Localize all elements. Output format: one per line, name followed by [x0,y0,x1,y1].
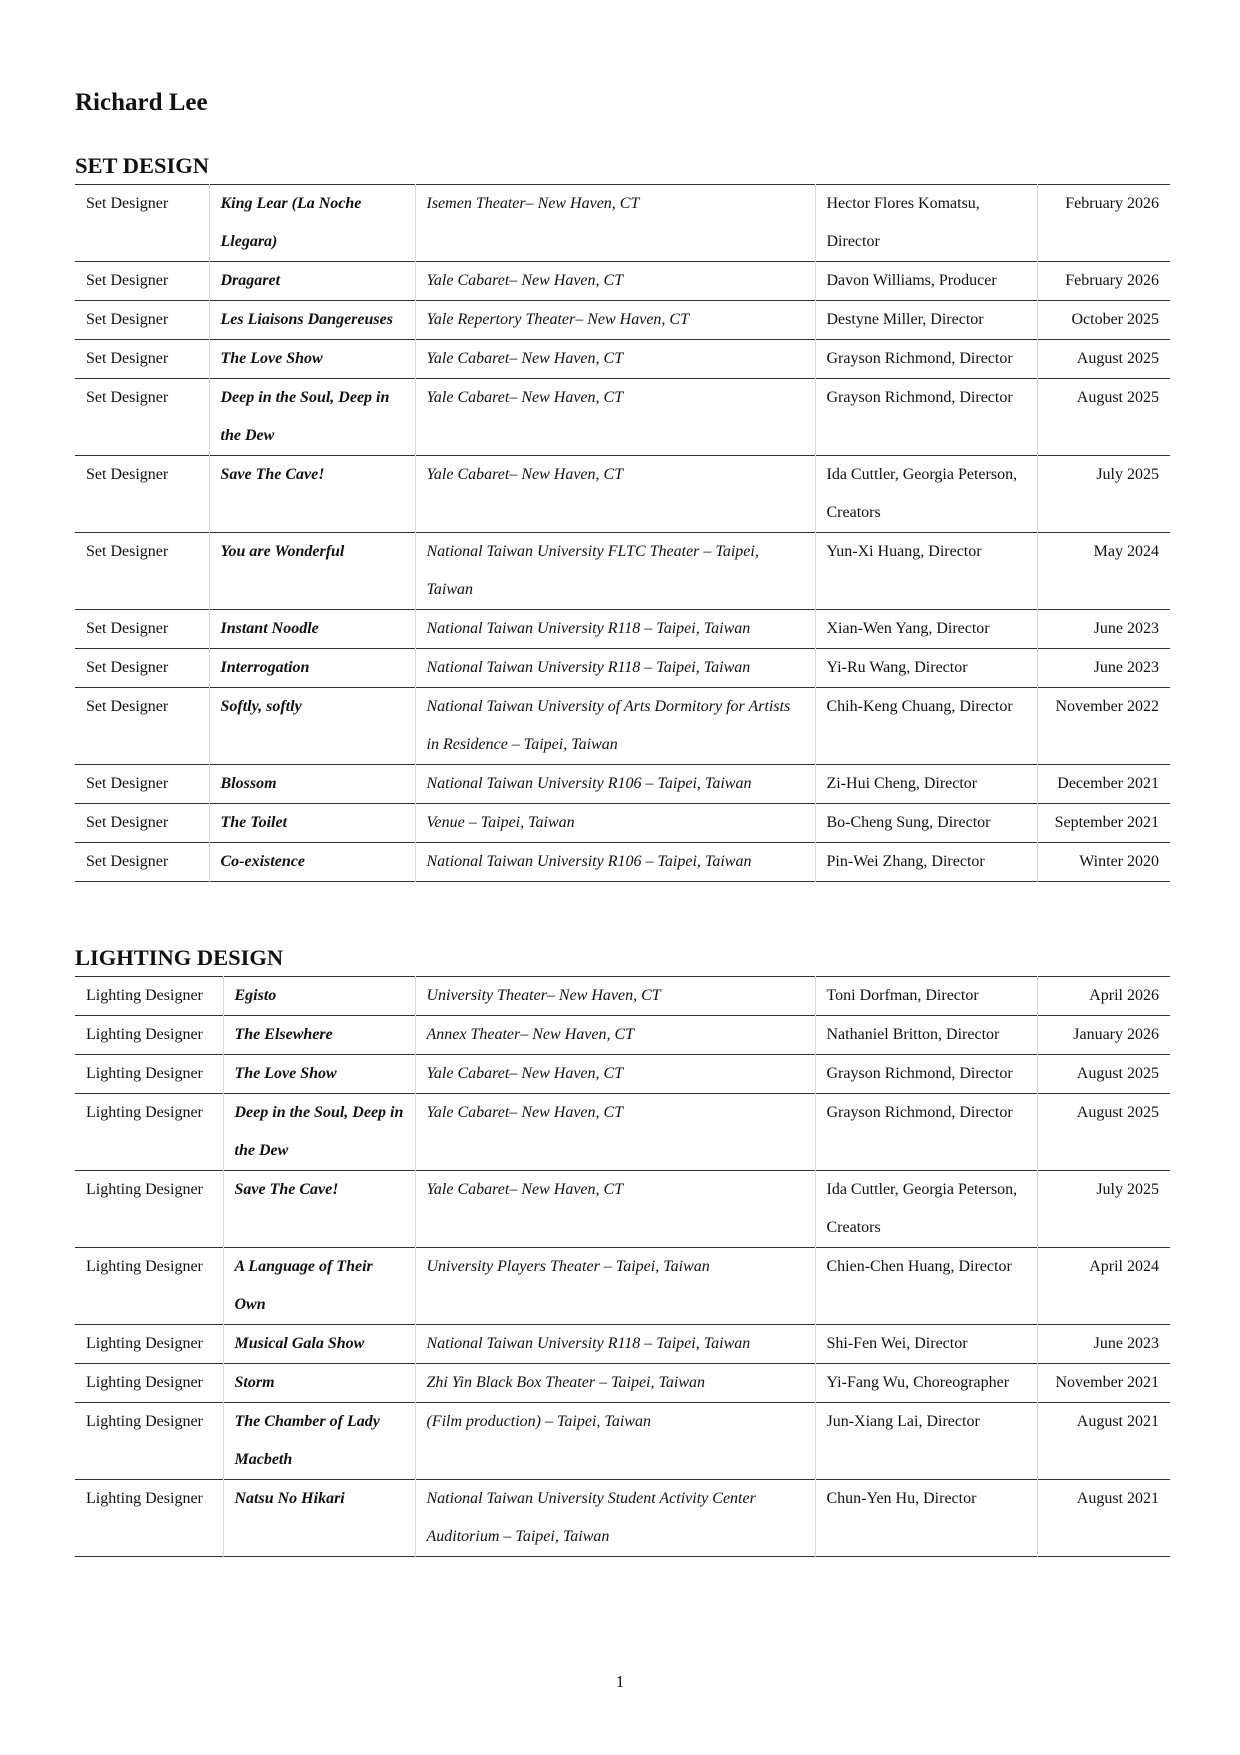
table-row [75,301,1170,340]
role-cell: Set Designer [86,466,169,483]
production-title: Interrogation [209,649,415,688]
role-cell: Set Designer [86,195,169,212]
production-title: Egisto [223,977,415,1016]
role-cell: Lighting Designer [86,1026,203,1043]
page-title: Richard Lee [75,89,208,116]
date-cell: August 2021 [1037,1480,1170,1557]
date-cell: February 2026 [1037,262,1170,301]
table-row [75,1094,1170,1171]
date-cell: December 2021 [1037,765,1170,804]
credit-cell: Grayson Richmond, Director [815,340,1037,379]
set-design-heading: SET DESIGN [75,153,210,178]
credit-cell: Bo-Cheng Sung, Director [815,804,1037,843]
production-title: Storm [223,1364,415,1403]
date-cell: Winter 2020 [1037,843,1170,882]
venue-cell: Yale Cabaret– New Haven, CT [415,340,815,379]
venue-cell: National Taiwan University of Arts Dormitory for Artists in Residence – Taipei, Taiwan [415,688,815,765]
venue-cell: National Taiwan University R118 – Taipei, Taiwan [415,610,815,649]
table-row [75,262,1170,301]
credit-cell: Shi-Fen Wei, Director [815,1325,1037,1364]
role-cell: Set Designer [86,814,169,831]
date-cell: August 2025 [1037,1055,1170,1094]
role-cell: Lighting Designer [86,1181,203,1198]
role-cell: Set Designer [86,775,169,792]
production-title: Co-existence [209,843,415,882]
venue-cell: (Film production) – Taipei, Taiwan [415,1403,815,1480]
role-cell: Set Designer [86,853,169,870]
date-cell: April 2024 [1037,1248,1170,1325]
role-cell: Set Designer [86,659,169,676]
production-title: Softly, softly [209,688,415,765]
lighting-design-table [75,976,1170,1557]
page-number: 1 [615,1672,625,1691]
production-title: The Toilet [209,804,415,843]
date-cell: February 2026 [1037,185,1170,262]
date-cell: November 2022 [1037,688,1170,765]
role-cell: Lighting Designer [86,1065,203,1082]
credit-cell: Hector Flores Komatsu, Director [815,185,1037,262]
venue-cell: National Taiwan University R106 – Taipei, Taiwan [415,765,815,804]
date-cell: August 2025 [1037,379,1170,456]
table-row [75,1055,1170,1094]
table-row [75,456,1170,533]
production-title: You are Wonderful [209,533,415,610]
role-cell: Set Designer [86,350,169,367]
table-row [75,688,1170,765]
role-cell: Lighting Designer [86,1374,203,1391]
venue-cell: Annex Theater– New Haven, CT [415,1016,815,1055]
table-row [75,804,1170,843]
venue-cell: University Theater– New Haven, CT [415,977,815,1016]
production-title: The Love Show [209,340,415,379]
venue-cell: National Taiwan University R118 – Taipei, Taiwan [415,649,815,688]
role-cell: Set Designer [86,620,169,637]
venue-cell: Yale Repertory Theater– New Haven, CT [415,301,815,340]
production-title: The Chamber of Lady Macbeth [223,1403,415,1480]
date-cell: September 2021 [1037,804,1170,843]
table-row [75,1016,1170,1055]
venue-cell: Yale Cabaret– New Haven, CT [415,262,815,301]
lighting-design-heading: LIGHTING DESIGN [75,945,284,970]
role-cell: Set Designer [86,389,169,406]
table-row [75,843,1170,882]
date-cell: August 2025 [1037,1094,1170,1171]
date-cell: July 2025 [1037,456,1170,533]
date-cell: October 2025 [1037,301,1170,340]
credit-cell: Grayson Richmond, Director [815,1094,1037,1171]
venue-cell: Isemen Theater– New Haven, CT [415,185,815,262]
role-cell: Lighting Designer [86,1490,203,1507]
venue-cell: National Taiwan University FLTC Theater – Taipei, Taiwan [415,533,815,610]
credit-cell: Destyne Miller, Director [815,301,1037,340]
venue-cell: Yale Cabaret– New Haven, CT [415,1094,815,1171]
production-title: Save The Cave! [209,456,415,533]
date-cell: August 2025 [1037,340,1170,379]
role-cell: Set Designer [86,543,169,560]
table-row [75,185,1170,262]
credit-cell: Chien-Chen Huang, Director [815,1248,1037,1325]
credit-cell: Grayson Richmond, Director [815,379,1037,456]
production-title: Deep in the Soul, Deep in the Dew [223,1094,415,1171]
venue-cell: National Taiwan University R118 – Taipei, Taiwan [415,1325,815,1364]
table-row [75,610,1170,649]
table-row [75,1171,1170,1248]
table-row [75,1403,1170,1480]
production-title: Blossom [209,765,415,804]
production-title: King Lear (La Noche Llegara) [209,185,415,262]
role-cell: Lighting Designer [86,1413,203,1430]
role-cell: Set Designer [86,698,169,715]
credit-cell: Yun-Xi Huang, Director [815,533,1037,610]
date-cell: November 2021 [1037,1364,1170,1403]
credit-cell: Pin-Wei Zhang, Director [815,843,1037,882]
date-cell: May 2024 [1037,533,1170,610]
date-cell: July 2025 [1037,1171,1170,1248]
table-row [75,1248,1170,1325]
production-title: Instant Noodle [209,610,415,649]
role-cell: Lighting Designer [86,1104,203,1121]
venue-cell: Yale Cabaret– New Haven, CT [415,1171,815,1248]
table-row [75,1480,1170,1557]
date-cell: April 2026 [1037,977,1170,1016]
role-cell: Lighting Designer [86,1258,203,1275]
credit-cell: Yi-Ru Wang, Director [815,649,1037,688]
credit-cell: Grayson Richmond, Director [815,1055,1037,1094]
venue-cell: Venue – Taipei, Taiwan [415,804,815,843]
date-cell: June 2023 [1037,649,1170,688]
table-row [75,340,1170,379]
production-title: Musical Gala Show [223,1325,415,1364]
credit-cell: Davon Williams, Producer [815,262,1037,301]
credit-cell: Ida Cuttler, Georgia Peterson, Creators [815,1171,1037,1248]
production-title: A Language of Their Own [223,1248,415,1325]
credit-cell: Xian-Wen Yang, Director [815,610,1037,649]
role-cell: Lighting Designer [86,987,203,1004]
production-title: Deep in the Soul, Deep in the Dew [209,379,415,456]
production-title: Save The Cave! [223,1171,415,1248]
credit-cell: Ida Cuttler, Georgia Peterson, Creators [815,456,1037,533]
venue-cell: Zhi Yin Black Box Theater – Taipei, Taiwan [415,1364,815,1403]
table-row [75,977,1170,1016]
table-row [75,1325,1170,1364]
table-row [75,649,1170,688]
credit-cell: Yi-Fang Wu, Choreographer [815,1364,1037,1403]
venue-cell: University Players Theater – Taipei, Taiwan [415,1248,815,1325]
venue-cell: Yale Cabaret– New Haven, CT [415,456,815,533]
role-cell: Set Designer [86,272,169,289]
date-cell: June 2023 [1037,1325,1170,1364]
credit-cell: Toni Dorfman, Director [815,977,1037,1016]
credit-cell: Chun-Yen Hu, Director [815,1480,1037,1557]
venue-cell: Yale Cabaret– New Haven, CT [415,1055,815,1094]
credit-cell: Zi-Hui Cheng, Director [815,765,1037,804]
credit-cell: Nathaniel Britton, Director [815,1016,1037,1055]
production-title: Les Liaisons Dangereuses [209,301,415,340]
credit-cell: Jun-Xiang Lai, Director [815,1403,1037,1480]
venue-cell: National Taiwan University Student Activity Center Auditorium – Taipei, Taiwan [415,1480,815,1557]
table-row [75,1364,1170,1403]
venue-cell: Yale Cabaret– New Haven, CT [415,379,815,456]
date-cell: June 2023 [1037,610,1170,649]
table-row [75,765,1170,804]
date-cell: August 2021 [1037,1403,1170,1480]
date-cell: January 2026 [1037,1016,1170,1055]
set-design-table [75,184,1170,882]
venue-cell: National Taiwan University R106 – Taipei, Taiwan [415,843,815,882]
table-row [75,379,1170,456]
production-title: The Elsewhere [223,1016,415,1055]
role-cell: Lighting Designer [86,1335,203,1352]
production-title: Dragaret [209,262,415,301]
credit-cell: Chih-Keng Chuang, Director [815,688,1037,765]
table-row [75,533,1170,610]
role-cell: Set Designer [86,311,169,328]
production-title: The Love Show [223,1055,415,1094]
production-title: Natsu No Hikari [223,1480,415,1557]
